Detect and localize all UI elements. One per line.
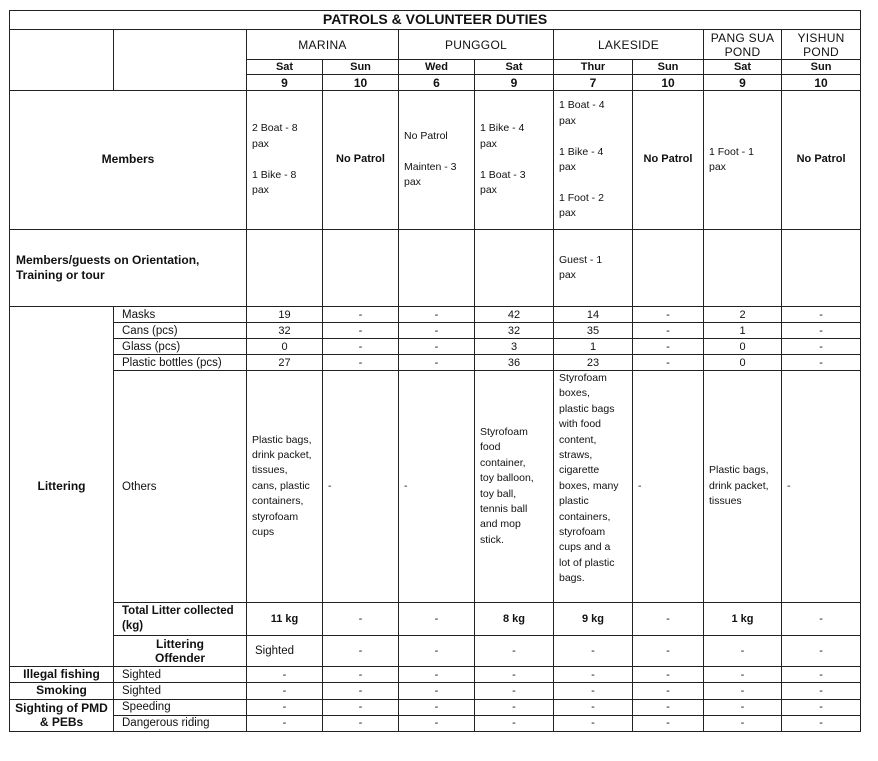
value-cell: - <box>782 683 861 699</box>
row-label: Sighted <box>114 683 247 699</box>
value-cell: - <box>323 715 399 731</box>
total-cell: 9 kg <box>554 603 633 636</box>
others-cell: - <box>633 371 704 603</box>
table-row <box>10 323 861 339</box>
value-cell: - <box>554 683 633 699</box>
value-cell: - <box>247 683 323 699</box>
value-cell: - <box>782 307 861 323</box>
value-cell: - <box>247 715 323 731</box>
duties-table <box>9 10 861 732</box>
location-lakeside: LAKESIDE <box>554 30 704 60</box>
day-cell: Sun <box>323 60 399 75</box>
orientation-cell <box>475 230 554 307</box>
total-cell: 1 kg <box>704 603 782 636</box>
value-cell: - <box>633 355 704 371</box>
value-cell: - <box>323 699 399 715</box>
value-cell: - <box>633 307 704 323</box>
orientation-cell <box>399 230 475 307</box>
value-cell: - <box>475 699 554 715</box>
row-label: Others <box>114 371 247 603</box>
date-cell: 10 <box>782 75 861 91</box>
value-cell: 0 <box>704 355 782 371</box>
orientation-cell <box>247 230 323 307</box>
value-cell: - <box>782 339 861 355</box>
value-cell: - <box>323 307 399 323</box>
value-cell: - <box>399 355 475 371</box>
date-cell: 9 <box>475 75 554 91</box>
members-label: Members <box>10 91 247 230</box>
fishing-row <box>10 667 861 683</box>
row-label: Speeding <box>114 699 247 715</box>
offender-label: Littering Offender <box>114 636 247 667</box>
members-cell: 1 Boat - 4 pax 1 Bike - 4 pax 1 Foot - 2 pax <box>554 91 633 230</box>
value-cell: - <box>399 339 475 355</box>
value-cell: - <box>782 699 861 715</box>
value-cell: - <box>399 307 475 323</box>
value-cell: 36 <box>475 355 554 371</box>
value-cell: - <box>399 323 475 339</box>
location-yishun-pond: YISHUN POND <box>782 30 861 60</box>
value-cell: - <box>475 715 554 731</box>
value-cell: - <box>554 715 633 731</box>
value-cell: - <box>633 699 704 715</box>
total-cell: - <box>782 603 861 636</box>
members-cell: 1 Bike - 4 pax 1 Boat - 3 pax <box>475 91 554 230</box>
value-cell: - <box>247 667 323 683</box>
value-cell: - <box>633 339 704 355</box>
total-cell: 11 kg <box>247 603 323 636</box>
orientation-cell <box>704 230 782 307</box>
value-cell: - <box>399 667 475 683</box>
value-cell: - <box>323 339 399 355</box>
date-cell: 7 <box>554 75 633 91</box>
value-cell: 2 <box>704 307 782 323</box>
total-cell: - <box>323 603 399 636</box>
value-cell: - <box>633 636 704 667</box>
location-marina: MARINA <box>247 30 399 60</box>
value-cell: - <box>475 683 554 699</box>
others-cell: - <box>399 371 475 603</box>
total-cell: 8 kg <box>475 603 554 636</box>
value-cell: - <box>782 323 861 339</box>
pmd-row <box>10 715 861 731</box>
value-cell: - <box>704 715 782 731</box>
value-cell: - <box>323 636 399 667</box>
corner-cell-2 <box>114 30 247 91</box>
offender-row <box>10 636 861 667</box>
table-row <box>10 339 861 355</box>
value-cell: - <box>399 636 475 667</box>
others-cell: Plastic bags, drink packet, tissues <box>704 371 782 603</box>
others-cell: Styrofoam boxes, plastic bags with food content, straws, cigarette boxes, many plastic containers, styrofoam cups and a lot of plastic bags. <box>554 371 633 603</box>
day-cell: Sat <box>475 60 554 75</box>
value-cell: 0 <box>247 339 323 355</box>
value-cell: - <box>554 636 633 667</box>
value-cell: - <box>704 699 782 715</box>
row-label: Dangerous riding <box>114 715 247 731</box>
value-cell: - <box>704 667 782 683</box>
members-row <box>10 91 861 230</box>
others-cell: Plastic bags, drink packet, tissues, cans, plastic containers, styrofoam cups <box>247 371 323 603</box>
value-cell: 32 <box>247 323 323 339</box>
others-cell: Styrofoam food container, toy balloon, toy ball, tennis ball and mop stick. <box>475 371 554 603</box>
fishing-label: Illegal fishing <box>10 667 114 683</box>
orientation-cell <box>782 230 861 307</box>
location-pang-sua-pond: PANG SUA POND <box>704 30 782 60</box>
orientation-cell <box>323 230 399 307</box>
date-cell: 9 <box>247 75 323 91</box>
date-cell: 9 <box>704 75 782 91</box>
day-cell: Thur <box>554 60 633 75</box>
total-cell: - <box>633 603 704 636</box>
value-cell: - <box>782 715 861 731</box>
value-cell: 3 <box>475 339 554 355</box>
day-cell: Sat <box>704 60 782 75</box>
members-cell: No Patrol <box>782 91 861 230</box>
value-cell: - <box>399 715 475 731</box>
table-title: PATROLS & VOLUNTEER DUTIES <box>10 11 861 30</box>
value-cell: - <box>782 667 861 683</box>
value-cell: - <box>323 667 399 683</box>
row-label: Plastic bottles (pcs) <box>114 355 247 371</box>
value-cell: 32 <box>475 323 554 339</box>
total-cell: - <box>399 603 475 636</box>
table-row <box>10 307 861 323</box>
day-cell: Sun <box>782 60 861 75</box>
value-cell: 19 <box>247 307 323 323</box>
date-cell: 10 <box>633 75 704 91</box>
date-cell: 6 <box>399 75 475 91</box>
table-row <box>10 355 861 371</box>
value-cell: - <box>554 667 633 683</box>
value-cell: 27 <box>247 355 323 371</box>
value-cell: - <box>633 715 704 731</box>
row-label: Sighted <box>247 636 323 667</box>
value-cell: 14 <box>554 307 633 323</box>
value-cell: 1 <box>704 323 782 339</box>
members-cell: 1 Foot - 1 pax <box>704 91 782 230</box>
corner-cell-1 <box>10 30 114 91</box>
value-cell: - <box>704 683 782 699</box>
members-cell: No Patrol <box>323 91 399 230</box>
pmd-label: Sighting of PMD & PEBs <box>10 699 114 731</box>
pmd-row <box>10 699 861 715</box>
value-cell: - <box>554 699 633 715</box>
value-cell: 35 <box>554 323 633 339</box>
orientation-row <box>10 230 861 307</box>
value-cell: - <box>704 636 782 667</box>
day-cell: Sat <box>247 60 323 75</box>
day-cell: Sun <box>633 60 704 75</box>
location-punggol: PUNGGOL <box>399 30 554 60</box>
value-cell: - <box>323 683 399 699</box>
orientation-cell <box>633 230 704 307</box>
value-cell: - <box>323 323 399 339</box>
row-label: Cans (pcs) <box>114 323 247 339</box>
value-cell: - <box>399 699 475 715</box>
value-cell: 0 <box>704 339 782 355</box>
members-cell: No Patrol <box>633 91 704 230</box>
others-cell: - <box>323 371 399 603</box>
total-row <box>10 603 861 636</box>
orientation-label: Members/guests on Orientation, Training or tour <box>10 230 247 307</box>
row-label: Total Litter collected (kg) <box>114 603 247 636</box>
date-cell: 10 <box>323 75 399 91</box>
row-label: Glass (pcs) <box>114 339 247 355</box>
value-cell: - <box>399 683 475 699</box>
smoking-row <box>10 683 861 699</box>
others-row <box>10 371 861 603</box>
littering-label: Littering <box>10 307 114 667</box>
members-cell: 2 Boat - 8 pax 1 Bike - 8 pax <box>247 91 323 230</box>
value-cell: - <box>782 355 861 371</box>
value-cell: 1 <box>554 339 633 355</box>
value-cell: 23 <box>554 355 633 371</box>
orientation-cell: Guest - 1 pax <box>554 230 633 307</box>
others-cell: - <box>782 371 861 603</box>
value-cell: - <box>782 636 861 667</box>
row-label: Masks <box>114 307 247 323</box>
value-cell: 42 <box>475 307 554 323</box>
value-cell: - <box>633 323 704 339</box>
value-cell: - <box>633 683 704 699</box>
row-label: Sighted <box>114 667 247 683</box>
value-cell: - <box>475 667 554 683</box>
value-cell: - <box>323 355 399 371</box>
smoking-label: Smoking <box>10 683 114 699</box>
members-cell: No Patrol Mainten - 3 pax <box>399 91 475 230</box>
value-cell: - <box>633 667 704 683</box>
value-cell: - <box>247 699 323 715</box>
value-cell: - <box>475 636 554 667</box>
day-cell: Wed <box>399 60 475 75</box>
